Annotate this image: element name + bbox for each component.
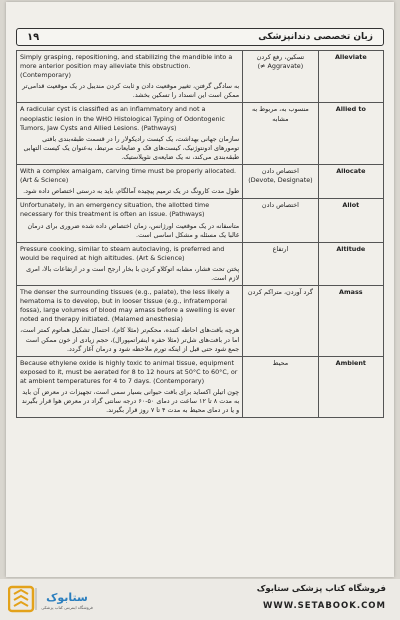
persian-meaning: اختصاص دادن (243, 199, 318, 242)
page-header (16, 28, 384, 46)
logo-subtext: فروشگاه اینترنتی کتاب پزشکی (41, 605, 93, 610)
example-cell (17, 356, 243, 418)
vocabulary-term: Altitude (318, 242, 383, 285)
persian-meaning: تسکین، رفع کردن (Aggravate ≠) (243, 51, 318, 103)
example-translation: طول مدت کارونگ در یک ترمیم پیچیده آمالگام، باید به درستی اختصاص داده شود. (23, 187, 240, 196)
example-translation: چون اتیلن اکساید برای بافت حیوانی بسیار سمی است، تجهیزات در معرض آن باید به مدت ۸ تا ۱۲ ساعت در دمای ۵۰-۶۰ درجه سانتی گراد در معرض هوا قرار بگیرند و یا در دمای محیط به مدت ۴ تا ۷ روز قرار بگیرند. (21, 388, 240, 415)
persian-meaning: محیط (243, 356, 318, 418)
persian-meaning: منسوب به، مربوط به مشابه (243, 103, 318, 165)
persian-meaning: ارتفاع (243, 242, 318, 285)
example-translation: پختن تحت فشار، مشابه اتوکلاو کردن با بخار ارجح است و در ارتفاعات بالا، امری لازم است. (26, 264, 240, 282)
example-english: Because ethylene oxide is highly toxic to animal tissue, equipment exposed to it, must be aerated for 8 to 12 hours at 50°C to 60°C, or at ambient temperatures for 4 to 7 days. (Contemporary) (20, 358, 238, 385)
table-row (17, 51, 384, 103)
example-english: Unfortunately, in an emergency situation, the allotted time necessary for this treatment is often an issue. (Pathways) (20, 201, 210, 219)
example-english: Pressure cooking, similar to steam autoclaving, is preferred and would be required at high altitudes. (Art & Science) (20, 244, 225, 262)
example-english: A radicular cyst is classified as an inflammatory and not a neoplastic lesion in the WHO Histological Typing of Odontogenic Tumors, Jaw Cysts and Allied Lesions. (Pathways) (20, 105, 225, 132)
persian-meaning: اختصاص دادن (Devote, Designate) (243, 165, 318, 199)
example-cell (17, 103, 243, 165)
example-cell (17, 199, 243, 242)
example-english: Simply grasping, repositioning, and stabilizing the mandible into a more anterior position may alleviate this obstruction. (Contemporary) (20, 53, 233, 80)
page-number: ۱۹ (27, 31, 40, 43)
example-cell (17, 242, 243, 285)
example-cell (17, 51, 243, 103)
example-translation: هرچه بافت‌های احاطه کننده، محکم‌تر (مثلا کام)، احتمال تشکیل هماتوم کمتر است، اما در بافت‌های شل‌تر (مثلا حفره اینفراتمپورال)، حجم زیادی از خون ممکن است جمع شود حتی قبل از اینکه تورم ملاحظه شود و درمان آغاز گردد. (20, 326, 240, 353)
table-row (17, 103, 384, 165)
vocabulary-term: Allied to (318, 103, 383, 165)
shop-url: WWW.SETABOOK.COM (263, 601, 386, 611)
vocabulary-term: Alleviate (318, 51, 383, 103)
setabook-logo (8, 584, 98, 614)
page-title: زبان تخصصی دندانپزشکی (258, 32, 373, 42)
vocabulary-term: Allot (318, 199, 383, 242)
table-row (17, 356, 384, 418)
example-english: With a complex amalgam, carving time must be properly allocated. (Art & Science) (20, 167, 237, 185)
persian-meaning: گرد آوردن، متراکم کردن (243, 286, 318, 357)
shop-name: فروشگاه کتاب پزشکی ستابوک (256, 584, 386, 594)
example-translation: متاسفانه در یک موقعیت اورژانس، زمان اختصاص داده شده ضروری برای درمان غالبا یک مسئله و مشکل اساسی است. (27, 221, 240, 239)
example-translation: سازمان جهانی بهداشت، یک کیست رادیکولار را در قسمت طبقه‌بندی بافتی تومورهای ادونتوژنیک، کیست‌های فک و ضایعات مرتبط، به‌عنوان یک کیست التهابی طبقه‌بندی می‌کند، نه یک ضایعه‌ی نئوپلاستیک. (23, 134, 240, 161)
example-english: The denser the surrounding tissues (e.g., palate), the less likely a hematoma is to develop, but in looser tissue (e.g., infratemporal fossa), large volumes of blood may amass before a swelling is ever noted and therapy initiated. (Malamed anesthesia) (20, 288, 236, 324)
table-row (17, 199, 384, 242)
vocabulary-term: Amass (318, 286, 383, 357)
vocabulary-term: Allocate (318, 165, 383, 199)
example-cell (17, 165, 243, 199)
vocabulary-table (16, 50, 384, 418)
book-page (6, 2, 394, 577)
logo-text: ستابوک (46, 591, 88, 604)
table-row (17, 242, 384, 285)
table-row (17, 286, 384, 357)
vocabulary-term: Ambient (318, 356, 383, 418)
example-translation: به سادگی گرفتن، تغییر موقعیت دادن و ثابت کردن مندیبل در یک موقعیت قدامی‌تر ممکن است این انسداد را تسکین بخشد. (22, 82, 240, 100)
table-row (17, 165, 384, 199)
example-cell (17, 286, 243, 357)
